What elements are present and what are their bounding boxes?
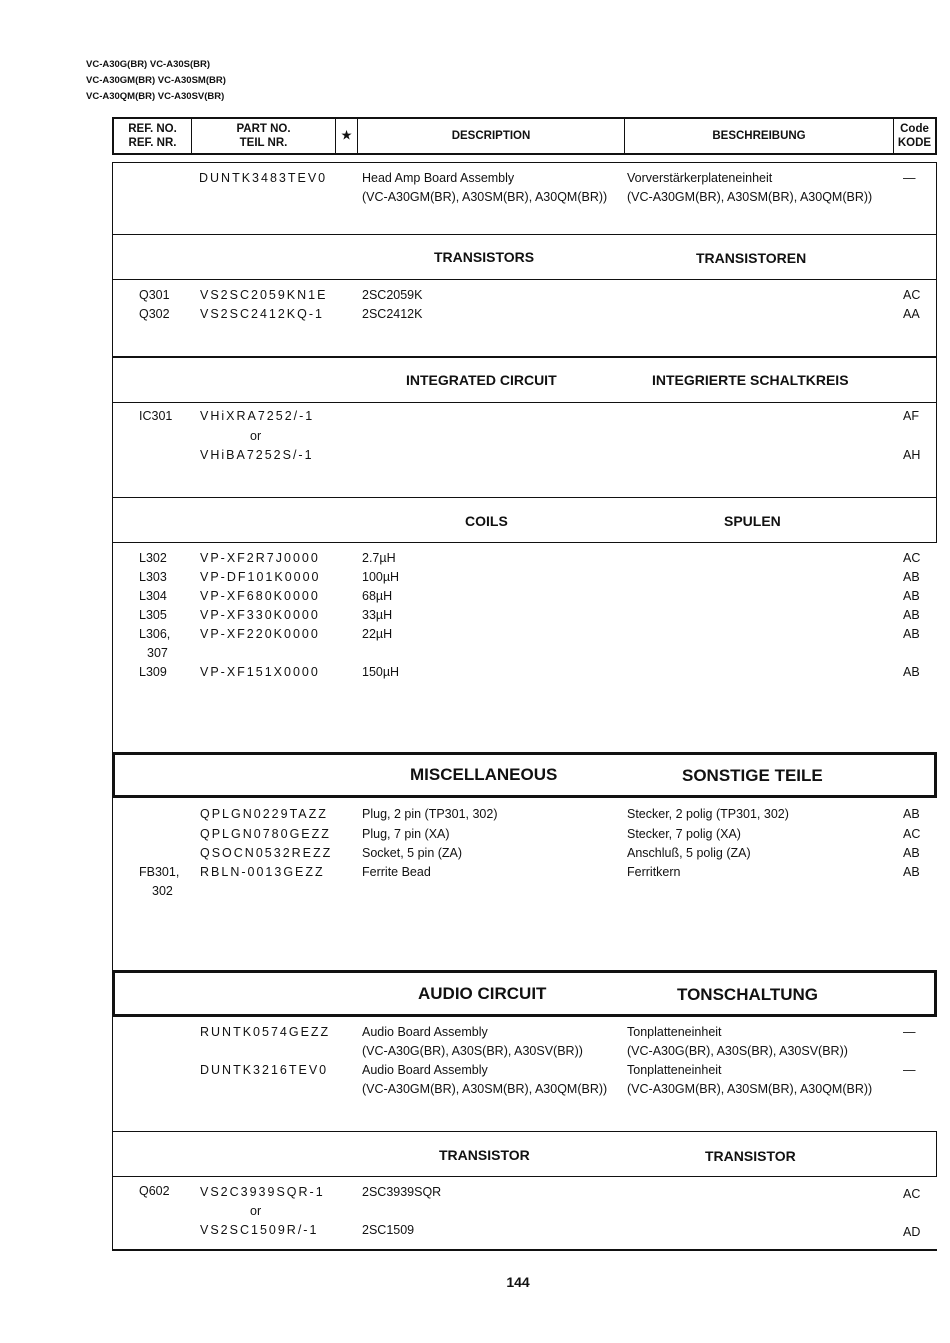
- ref-no: L305: [139, 608, 167, 622]
- ref-no: Q302: [139, 307, 170, 321]
- code: AB: [903, 608, 920, 622]
- part-number: VS2SC2412KQ-1: [200, 307, 324, 321]
- description: (VC-A30GM(BR), A30SM(BR), A30QM(BR)): [362, 190, 608, 204]
- description: (VC-A30G(BR), A30S(BR), A30SV(BR)): [362, 1044, 583, 1058]
- part-number: QPLGN0780GEZZ: [200, 827, 331, 841]
- description: 2SC3939SQR: [362, 1185, 442, 1199]
- code: AH: [903, 448, 921, 462]
- part-number: VS2SC2059KN1E: [200, 288, 328, 302]
- description: Audio Board Assembly: [362, 1063, 488, 1077]
- ref-no: FB301,: [139, 865, 180, 879]
- description: 100µH: [362, 570, 400, 584]
- code: AD: [903, 1225, 921, 1239]
- beschreibung: Stecker, 7 polig (XA): [627, 827, 741, 841]
- code: AC: [903, 288, 921, 302]
- description: 2SC2059K: [362, 288, 423, 302]
- star-icon: ★: [341, 130, 352, 142]
- section-title-en: TRANSISTOR: [439, 1147, 530, 1163]
- table-header: [112, 117, 937, 155]
- description: Plug, 2 pin (TP301, 302): [362, 807, 498, 821]
- part-number: RBLN-0013GEZZ: [200, 865, 325, 879]
- beschreibung: Ferritkern: [627, 865, 681, 879]
- description: 68µH: [362, 589, 393, 603]
- code: AC: [903, 827, 921, 841]
- code: AB: [903, 665, 920, 679]
- coils-header-box: [112, 497, 937, 543]
- part-number: VS2SC1509R/-1: [200, 1223, 319, 1237]
- section-title-de: INTEGRIERTE SCHALTKREIS: [652, 372, 849, 388]
- description: 2SC1509: [362, 1223, 415, 1237]
- star-header: [336, 119, 358, 153]
- code: AB: [903, 627, 920, 641]
- code: AB: [903, 846, 920, 860]
- model-list: [86, 57, 226, 105]
- beschreibung: Stecker, 2 polig (TP301, 302): [627, 807, 789, 821]
- part-number: DUNTK3483TEV0: [199, 171, 328, 185]
- beschreibung: Tonplatteneinheit: [627, 1063, 722, 1077]
- ref-no: Q602: [139, 1184, 170, 1198]
- code: AB: [903, 807, 920, 821]
- ref-header-line2: REF. NR.: [128, 137, 177, 149]
- code: AB: [903, 570, 920, 584]
- ref-no: L304: [139, 589, 167, 603]
- model-line: VC-A30G(BR) VC-A30S(BR): [86, 59, 211, 70]
- part-header-line2: TEIL NR.: [239, 137, 288, 149]
- section-title-de: TRANSISTOREN: [696, 250, 807, 266]
- part-number: DUNTK3216TEV0: [200, 1063, 329, 1077]
- left-border: [112, 542, 113, 754]
- ref-no: Q301: [139, 288, 170, 302]
- part-header-line1: PART NO.: [236, 123, 291, 135]
- beschreibung: Tonplatteneinheit: [627, 1025, 722, 1039]
- section-title-de: SPULEN: [724, 513, 781, 529]
- part-number: VP-XF330K0000: [200, 608, 320, 622]
- beschreibung: Vorverstärkerplateneinheit: [627, 171, 773, 185]
- ref-no: IC301: [139, 409, 173, 423]
- part-number: VP-XF220K0000: [200, 627, 320, 641]
- ref-no-header: [114, 119, 192, 153]
- code: AA: [903, 307, 920, 321]
- ref-no: 302: [152, 884, 173, 898]
- code-header-line1: Code: [900, 123, 929, 135]
- part-number: QSOCN0532REZZ: [200, 846, 333, 860]
- part-number: VS2C3939SQR-1: [200, 1185, 325, 1199]
- part-number: QPLGN0229TAZZ: [200, 807, 328, 821]
- code: —: [903, 1063, 916, 1077]
- section-title-de: SONSTIGE TEILE: [682, 766, 823, 785]
- ref-header-line1: REF. NO.: [128, 123, 177, 135]
- description: Socket, 5 pin (ZA): [362, 846, 463, 860]
- beschreibung: (VC-A30G(BR), A30S(BR), A30SV(BR)): [627, 1044, 848, 1058]
- code-header-line2: KODE: [897, 137, 932, 149]
- ref-no: L303: [139, 570, 167, 584]
- code: AF: [903, 409, 919, 423]
- ref-no: L309: [139, 665, 167, 679]
- ref-no: L306,: [139, 627, 171, 641]
- description: 2.7µH: [362, 551, 396, 565]
- section-title-en: TRANSISTORS: [434, 249, 535, 265]
- part-number: VP-DF101K0000: [200, 570, 321, 584]
- or-label: or: [250, 1204, 262, 1218]
- part-number: VP-XF2R7J0000: [200, 551, 320, 565]
- beschreibung-header: BESCHREIBUNG: [625, 119, 894, 153]
- section-title-en: MISCELLANEOUS: [410, 765, 558, 784]
- code: —: [903, 171, 916, 185]
- description: Plug, 7 pin (XA): [362, 827, 450, 841]
- code: AC: [903, 1187, 921, 1201]
- part-number: VP-XF680K0000: [200, 589, 320, 603]
- section-title-en: COILS: [465, 513, 508, 529]
- description: 2SC2412K: [362, 307, 423, 321]
- description-header: DESCRIPTION: [358, 119, 625, 153]
- part-number: VHiXRA7252/-1: [200, 409, 315, 423]
- section-title-en: INTEGRATED CIRCUIT: [406, 372, 557, 388]
- description: Ferrite Bead: [362, 865, 431, 879]
- section-title-de: TRANSISTOR: [705, 1148, 796, 1164]
- code: —: [903, 1025, 916, 1039]
- section-title-en: AUDIO CIRCUIT: [418, 984, 547, 1003]
- table-bottom-border: [112, 1249, 937, 1251]
- page-number: 144: [506, 1274, 530, 1290]
- model-line: VC-A30GM(BR) VC-A30SM(BR): [86, 75, 226, 86]
- left-border: [112, 1016, 113, 1132]
- description: (VC-A30GM(BR), A30SM(BR), A30QM(BR)): [362, 1082, 608, 1096]
- description: 150µH: [362, 665, 400, 679]
- code: AB: [903, 589, 920, 603]
- description: 33µH: [362, 608, 393, 622]
- code-header: [894, 119, 935, 153]
- part-no-header: [192, 119, 336, 153]
- beschreibung: (VC-A30GM(BR), A30SM(BR), A30QM(BR)): [627, 1082, 873, 1096]
- left-border: [112, 797, 113, 972]
- model-line: VC-A30QM(BR) VC-A30SV(BR): [86, 91, 225, 102]
- description: Head Amp Board Assembly: [362, 171, 515, 185]
- beschreibung: (VC-A30GM(BR), A30SM(BR), A30QM(BR)): [627, 190, 873, 204]
- description: Audio Board Assembly: [362, 1025, 488, 1039]
- description: 22µH: [362, 627, 393, 641]
- ref-no: L302: [139, 551, 167, 565]
- left-border: [112, 1176, 113, 1251]
- code: AC: [903, 551, 921, 565]
- ref-no: 307: [147, 646, 168, 660]
- part-number: VHiBA7252S/-1: [200, 448, 314, 462]
- code: AB: [903, 865, 920, 879]
- or-label: or: [250, 429, 262, 443]
- part-number: RUNTK0574GEZZ: [200, 1025, 331, 1039]
- beschreibung: Anschluß, 5 polig (ZA): [627, 846, 751, 860]
- part-number: VP-XF151X0000: [200, 665, 320, 679]
- section-title-de: TONSCHALTUNG: [677, 985, 819, 1004]
